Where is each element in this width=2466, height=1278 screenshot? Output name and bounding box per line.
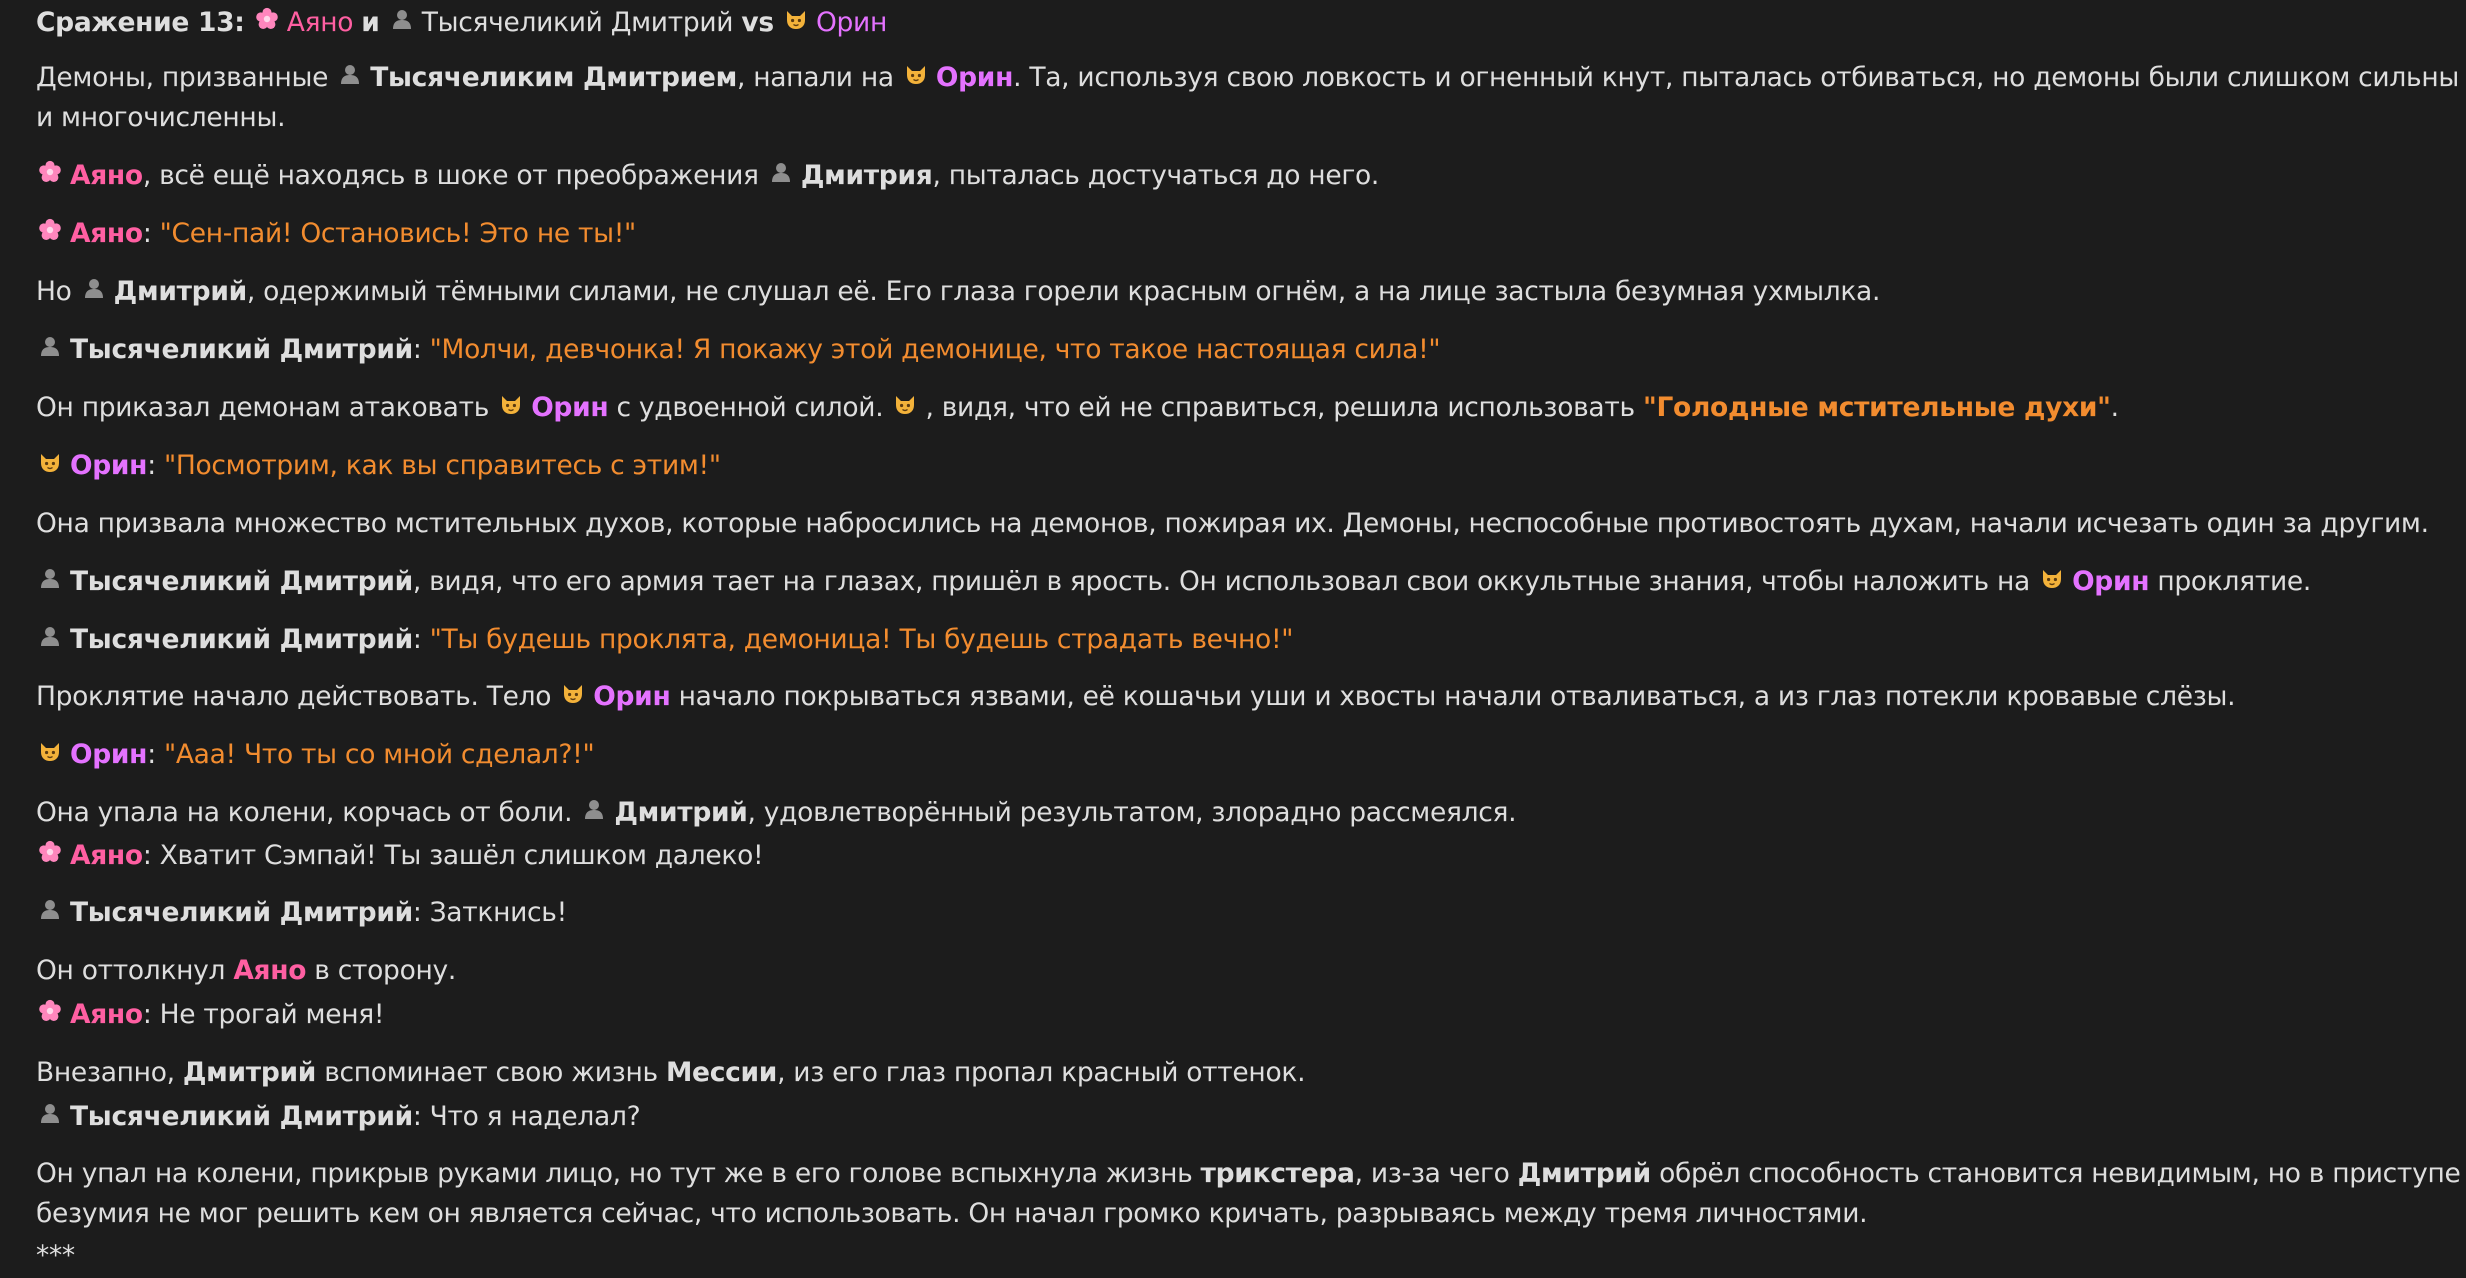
narration-line: [36, 677, 2235, 717]
cherry-blossom-icon: [36, 836, 64, 876]
name-dmitry: Тысячеликим Дмитрием: [370, 62, 737, 93]
bust-silhouette-icon: [36, 620, 64, 660]
name-dmitry: Тысячеликий Дмитрий: [421, 7, 734, 38]
cherry-blossom-icon: [36, 156, 64, 196]
name-ayano: Аяно: [70, 160, 143, 191]
text-part: Но: [36, 276, 72, 307]
bust-silhouette-icon: [36, 1097, 64, 1137]
text-part: обрёл способность становится невидимым, но в приступе безумия не мог решить кем он является сейчас, что использовать. Он начал громко кричать, разрываясь между тремя личностями.: [36, 1158, 2461, 1229]
text-part: : Что я наделал?: [412, 1101, 641, 1132]
speech-quote: "Посмотрим, как вы справитесь с этим!": [163, 450, 721, 481]
text-part: в сторону.: [314, 955, 457, 986]
text-part: ***: [36, 1240, 75, 1271]
text-part: с удвоенной силой.: [616, 392, 884, 423]
bust-silhouette-icon: [80, 272, 108, 312]
text-part: , пыталась достучаться до него.: [932, 160, 1379, 191]
text-part: Проклятие начало действовать. Тело: [36, 681, 552, 712]
cherry-blossom-icon: [36, 214, 64, 254]
cat-face-icon: [36, 446, 64, 486]
dialogue-line: [36, 214, 636, 254]
text-part: , из его глаз пропал красный оттенок.: [777, 1057, 1306, 1088]
battle-label: Сражение 13:: [36, 7, 245, 38]
cherry-blossom-icon: [36, 995, 64, 1035]
name-dmitry: Тысячеликий Дмитрий: [70, 1101, 413, 1132]
name-dmitry: Тысячеликий Дмитрий: [70, 334, 413, 365]
bust-silhouette-icon: [767, 156, 795, 196]
and-word: и: [361, 7, 380, 38]
text-part: :: [142, 218, 160, 249]
text-part: Он оттолкнул: [36, 955, 226, 986]
narration-line: [36, 388, 2119, 428]
text-part: : Не трогай меня!: [142, 999, 385, 1030]
text-part: , из-за чего: [1354, 1158, 1510, 1189]
speech-quote: "Сен-пай! Остановись! Это не ты!": [159, 218, 636, 249]
dialogue-line: [36, 836, 763, 876]
cat-face-icon: [497, 388, 525, 428]
dialogue-line: [36, 1097, 640, 1137]
text-part: Демоны, призванные: [36, 62, 329, 93]
text-part: , удовлетворённый результатом, злорадно рассмеялся.: [747, 797, 1517, 828]
name-dmitry: Дмитрий: [614, 797, 748, 828]
text-part: Он приказал демонам атаковать: [36, 392, 490, 423]
dialogue-line: [36, 995, 384, 1035]
narration-line: [36, 1053, 1305, 1093]
cat-face-icon: [782, 3, 810, 43]
cat-face-icon: [559, 677, 587, 717]
text-part: Она призвала множество мстительных духов, которые набросились на демонов, пожирая их. Демоны, неспособные противостоять духам, начали исчезать один за другим.: [36, 508, 2429, 539]
text-part: :: [147, 739, 164, 770]
battle-header: [36, 3, 887, 43]
name-messiah: Мессии: [665, 1057, 778, 1088]
name-dmitry: Дмитрий: [182, 1057, 317, 1088]
name-orin: Орин: [70, 739, 148, 770]
narration-line: [36, 951, 456, 991]
text-part: вспоминает свою жизнь: [324, 1057, 658, 1088]
dialogue-line: [36, 446, 721, 486]
bust-silhouette-icon: [580, 793, 608, 833]
text-part: :: [412, 624, 430, 655]
narration-line: [36, 272, 1880, 312]
name-orin: Орин: [815, 7, 887, 38]
dialogue-line: [36, 620, 1293, 660]
text-part: , видя, что ей не справиться, решила использовать: [925, 392, 1635, 423]
text-part: , всё ещё находясь в шоке от преображения: [142, 160, 759, 191]
ability-name: "Голодные мстительные духи": [1642, 392, 2111, 423]
text-part: : Заткнись!: [412, 897, 567, 928]
text-part: Внезапно,: [36, 1057, 175, 1088]
speech-quote: "Молчи, девчонка! Я покажу этой демонице, что такое настоящая сила!": [429, 334, 1441, 365]
bust-silhouette-icon: [36, 893, 64, 933]
name-orin: Орин: [70, 450, 148, 481]
name-dmitry: Дмитрий: [1517, 1158, 1651, 1189]
speech-quote: "Ты будешь проклята, демоница! Ты будешь страдать вечно!": [429, 624, 1294, 655]
text-part: , напали на: [736, 62, 894, 93]
text-part: : Хватит Сэмпай! Ты зашёл слишком далеко!: [142, 840, 764, 871]
cat-face-icon: [2038, 562, 2066, 602]
text-part: . Та, используя свою ловкость и огненный кнут, пыталась отбиваться, но демоны были слишком сильны и многочисленны.: [36, 62, 2459, 133]
bust-silhouette-icon: [36, 330, 64, 370]
bust-silhouette-icon: [388, 3, 416, 43]
name-ayano: Аяно: [70, 218, 143, 249]
text-part: начало покрываться язвами, её кошачьи уши и хвосты начали отваливаться, а из глаз потекли кровавые слёзы.: [678, 681, 2236, 712]
name-ayano: Аяно: [70, 999, 143, 1030]
text-part: Она упала на колени, корчась от боли.: [36, 797, 573, 828]
name-ayano: Аяно: [233, 955, 307, 986]
cherry-blossom-icon: [253, 3, 281, 43]
name-dmitry: Тысячеликий Дмитрий: [70, 566, 413, 597]
cat-face-icon: [891, 388, 919, 428]
narration-line: [36, 1154, 2462, 1234]
cat-face-icon: [36, 735, 64, 775]
name-orin: Орин: [531, 392, 609, 423]
name-ayano: Аяно: [70, 840, 143, 871]
name-dmitry: Тысячеликий Дмитрий: [70, 897, 413, 928]
bust-silhouette-icon: [336, 58, 364, 98]
vs-word: vs: [741, 7, 774, 38]
bust-silhouette-icon: [36, 562, 64, 602]
name-trickster: трикстера: [1200, 1158, 1355, 1189]
narration-line: [36, 562, 2311, 602]
name-orin: Орин: [2072, 566, 2150, 597]
text-part: :: [147, 450, 164, 481]
text-part: Он упал на колени, прикрыв руками лицо, но тут же в его голове вспыхнула жизнь: [36, 1158, 1193, 1189]
name-dmitry: Дмитрия: [800, 160, 933, 191]
text-part: проклятие.: [2157, 566, 2312, 597]
separator-line: [36, 1236, 75, 1276]
text-part: :: [412, 334, 430, 365]
text-part: , видя, что его армия тает на глазах, пришёл в ярость. Он использовал свои оккультные знания, чтобы наложить на: [412, 566, 2030, 597]
name-dmitry: Дмитрий: [113, 276, 247, 307]
narration-line: [36, 156, 1379, 196]
text-part: , одержимый тёмными силами, не слушал её. Его глаза горели красным огнём, а на лице застыла безумная ухмылка.: [246, 276, 1881, 307]
text-part: .: [2110, 392, 2119, 423]
name-dmitry: Тысячеликий Дмитрий: [70, 624, 413, 655]
name-orin: Орин: [593, 681, 671, 712]
name-orin: Орин: [935, 62, 1014, 93]
dialogue-line: [36, 735, 594, 775]
narration-line: [36, 504, 2429, 544]
narration-line: [36, 793, 1516, 833]
dialogue-line: [36, 330, 1440, 370]
name-ayano: Аяно: [286, 7, 354, 38]
cat-face-icon: [902, 58, 930, 98]
dialogue-line: [36, 893, 567, 933]
speech-quote: "Ааа! Что ты со мной сделал?!": [163, 739, 595, 770]
narration-line: [36, 58, 2462, 138]
